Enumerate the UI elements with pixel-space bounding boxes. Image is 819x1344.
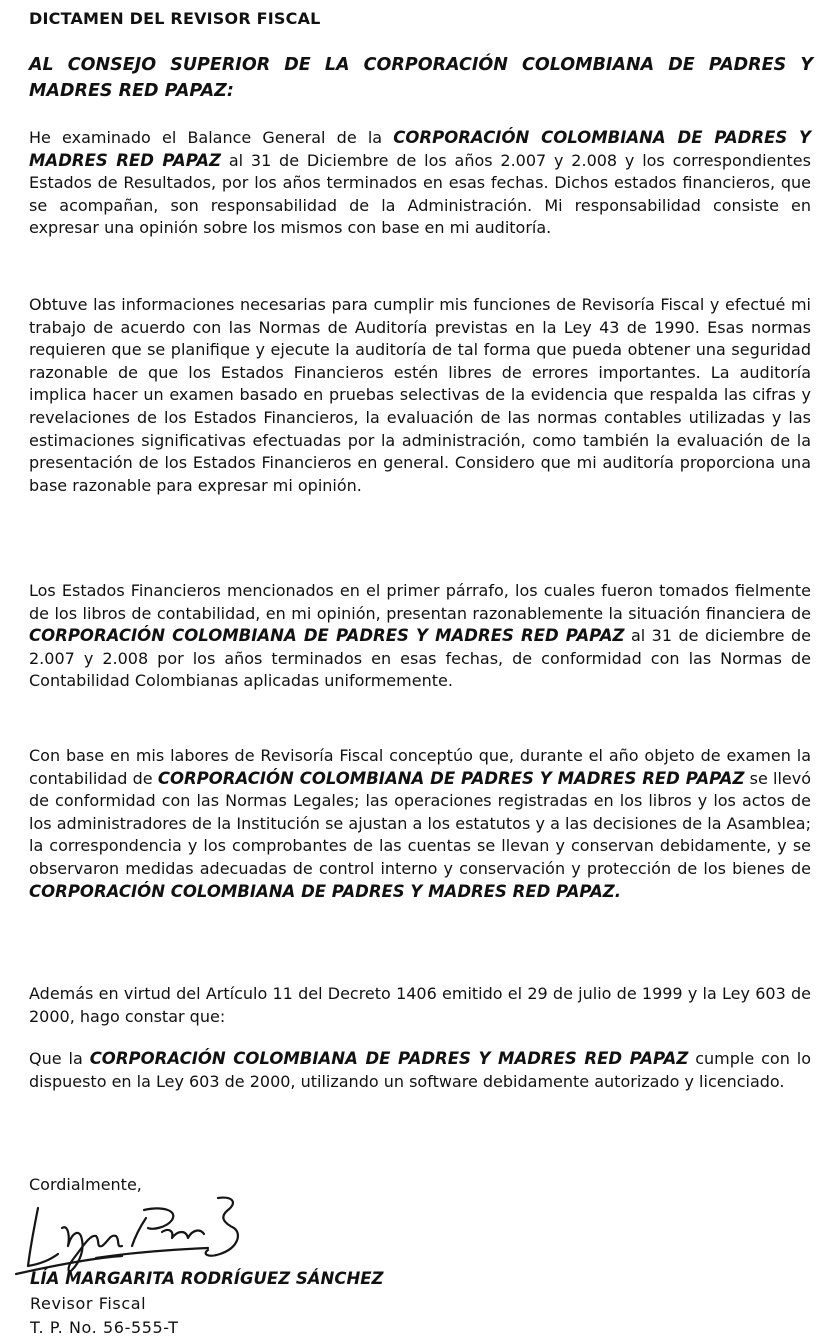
signer-license: T. P. No. 56-555-T	[30, 1318, 179, 1337]
signature	[12, 1188, 312, 1278]
entity-name: CORPORACIÓN COLOMBIANA DE PADRES Y MADRES RED PAPAZ	[89, 1049, 689, 1068]
entity-name: CORPORACIÓN COLOMBIANA DE PADRES Y MADRES RED PAPAZ	[29, 626, 625, 646]
entity-name: CORPORACIÓN COLOMBIANA DE PADRES Y MADRES RED PAPAZ	[157, 768, 745, 788]
paragraph-6: Que la CORPORACIÓN COLOMBIANA DE PADRES Y MADRES RED PAPAZ cumple con lo dispuesto en la Ley 603 de 2000, utilizando un software debidamente autorizado y licenciado.	[29, 1049, 811, 1091]
paragraph-3: Los Estados Financieros mencionados en el primer párrafo, los cuales fueron tomados fielmente de los libros de contabilidad, en mi opinión, presentan razonablemente la situación financiera de CORPORACIÓN COLOMBIANA DE PADRES Y MADRES RED PAPAZ al 31 de diciembre de 2.007 y 2.008 por los años terminados en esas fechas, de conformidad con las Normas de Contabilidad Colombianas aplicadas uniformemente.	[29, 581, 811, 691]
entity-name: CORPORACIÓN COLOMBIANA DE PADRES Y MADRES RED PAPAZ	[29, 128, 811, 170]
document-heading: DICTAMEN DEL REVISOR FISCAL	[29, 9, 321, 28]
signer-role: Revisor Fiscal	[30, 1294, 147, 1313]
paragraph-4: Con base en mis labores de Revisoría Fiscal conceptúo que, durante el año objeto de examen la contabilidad de CORPORACIÓN COLOMBIANA DE PADRES Y MADRES RED PAPAZ se llevó de conformidad con las Normas Legales; las operaciones registradas en los libros y los actos de los administradores de la Institución se ajustan a los estatutos y a las decisiones de la Asamblea; la correspondencia y los comprobantes de las cuentas se llevan y conservan debidamente, y se observaron medidas adecuadas de control interno y conservación y protección de los bienes de CORPORACIÓN COLOMBIANA DE PADRES Y MADRES RED PAPAZ.	[29, 746, 811, 901]
signer-name: LÍA MARGARITA RODRÍGUEZ SÁNCHEZ	[30, 1269, 384, 1288]
entity-name: CORPORACIÓN COLOMBIANA DE PADRES Y MADRES RED PAPAZ.	[29, 881, 621, 901]
paragraph-2: Obtuve las informaciones necesarias para cumplir mis funciones de Revisoría Fiscal y efectué mi trabajo de acuerdo con las Normas de Auditoría previstas en la Ley 43 de 1990. Esas normas requieren que se planifique y ejecute la auditoría de tal forma que pueda obtener una seguridad razonable de que los Estados Financieros estén libres de errores importantes. La auditoría implica hacer un examen basado en pruebas selectivas de la evidencia que respalda las cifras y revelaciones de los Estados Financieros, la evaluación de las normas contables utilizadas y las estimaciones significativas efectuadas por la administración, como también la evaluación de la presentación de los Estados Financieros en general. Considero que mi auditoría proporciona una base razonable para expresar mi opinión.	[29, 295, 811, 495]
paragraph-5: Además en virtud del Artículo 11 del Decreto 1406 emitido el 29 de julio de 1999 y la Ley 603 de 2000, hago constar que:	[29, 984, 811, 1026]
addressee: AL CONSEJO SUPERIOR DE LA CORPORACIÓN COLOMBIANA DE PADRES Y MADRES RED PAPAZ:	[29, 55, 813, 101]
closing: Cordialmente,	[29, 1175, 142, 1194]
paragraph-1: He examinado el Balance General de la CORPORACIÓN COLOMBIANA DE PADRES Y MADRES RED PAPAZ al 31 de Diciembre de los años 2.007 y 2.008 y los correspondientes Estados de Resultados, por los años terminados en esas fechas. Dichos estados financieros, que se acompañan, son responsabilidad de la Administración. Mi responsabilidad consiste en expresar una opinión sobre los mismos con base en mi auditoría.	[29, 128, 811, 238]
